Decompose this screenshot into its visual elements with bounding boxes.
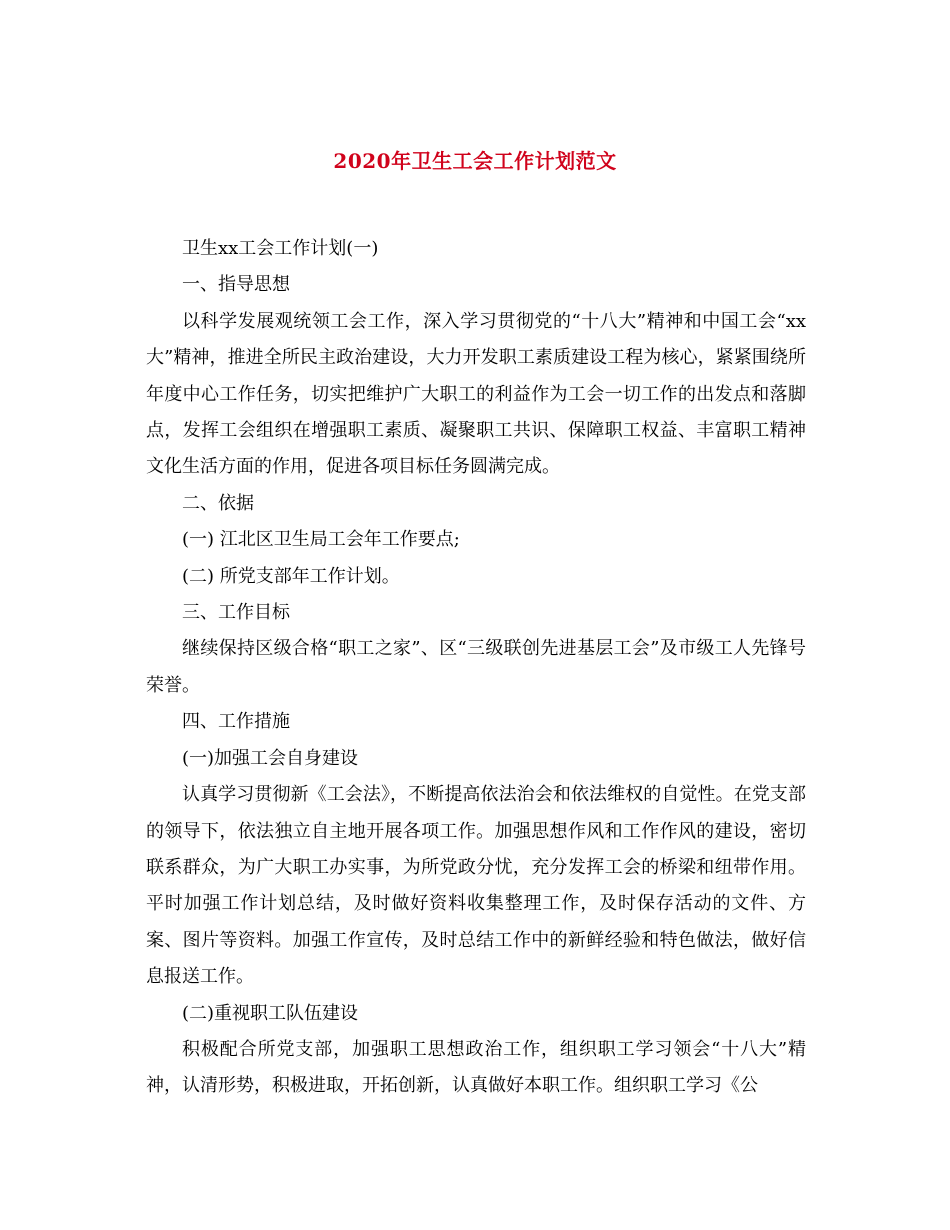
paragraph-guiding-ideology: 以科学发展观统领工会工作，深入学习贯彻党的“十八大”精神和中国工会“xx大”精神，推进全所民主政治建设，大力开发职工素质建设工程为核心，紧紧围绕所年度中心工作任务，切实把维护广大职工的利益作为工会一切工作的出发点和落脚点，发挥工会组织在增强职工素质、凝聚职工共识、保障职工权益、丰富职工精神文化生活方面的作用，促进各项目标任务圆满完成。	[146, 310, 806, 478]
paragraph-measure-2-heading: (二)重视职工队伍建设	[182, 1002, 359, 1024]
paragraph-measure-2-body: 积极配合所党支部，加强职工思想政治工作，组织职工学习领会“十八大”精神，认清形势，积极进取，开拓创新，认真做好本职工作。组织职工学习《公	[146, 1038, 806, 1097]
paragraph-section-4-heading: 四、工作措施	[182, 711, 290, 733]
paragraph-basis-2: (二) 所党支部年工作计划。	[182, 565, 400, 587]
paragraph-section-1-heading: 一、指导思想	[182, 274, 290, 296]
document-title: 2020年卫生工会工作计划范文	[333, 149, 617, 173]
paragraph-section-2-heading: 二、依据	[182, 492, 254, 514]
paragraph-basis-1: (一) 江北区卫生局工会年工作要点;	[182, 529, 460, 551]
paragraph-work-goals: 继续保持区级合格“职工之家”、区“三级联创先进基层工会”及市级工人先锋号荣誉。	[146, 638, 806, 696]
paragraph-plan-heading: 卫生xx工会工作计划(一)	[182, 238, 379, 259]
paragraph-measure-1-heading: (一)加强工会自身建设	[182, 747, 359, 769]
paragraph-section-3-heading: 三、工作目标	[182, 602, 290, 624]
paragraph-measure-1-body: 认真学习贯彻新《工会法》，不断提高依法治会和依法维权的自觉性。在党支部的领导下，依法独立自主地开展各项工作。加强思想作风和工作作风的建设，密切联系群众，为广大职工办实事，为所党政分忧，充分发挥工会的桥梁和纽带作用。平时加强工作计划总结，及时做好资料收集整理工作，及时保存活动的文件、方案、图片等资料。加强工作宣传，及时总结工作中的新鲜经验和特色做法，做好信息报送工作。	[146, 784, 806, 988]
document-body	[146, 231, 806, 1105]
